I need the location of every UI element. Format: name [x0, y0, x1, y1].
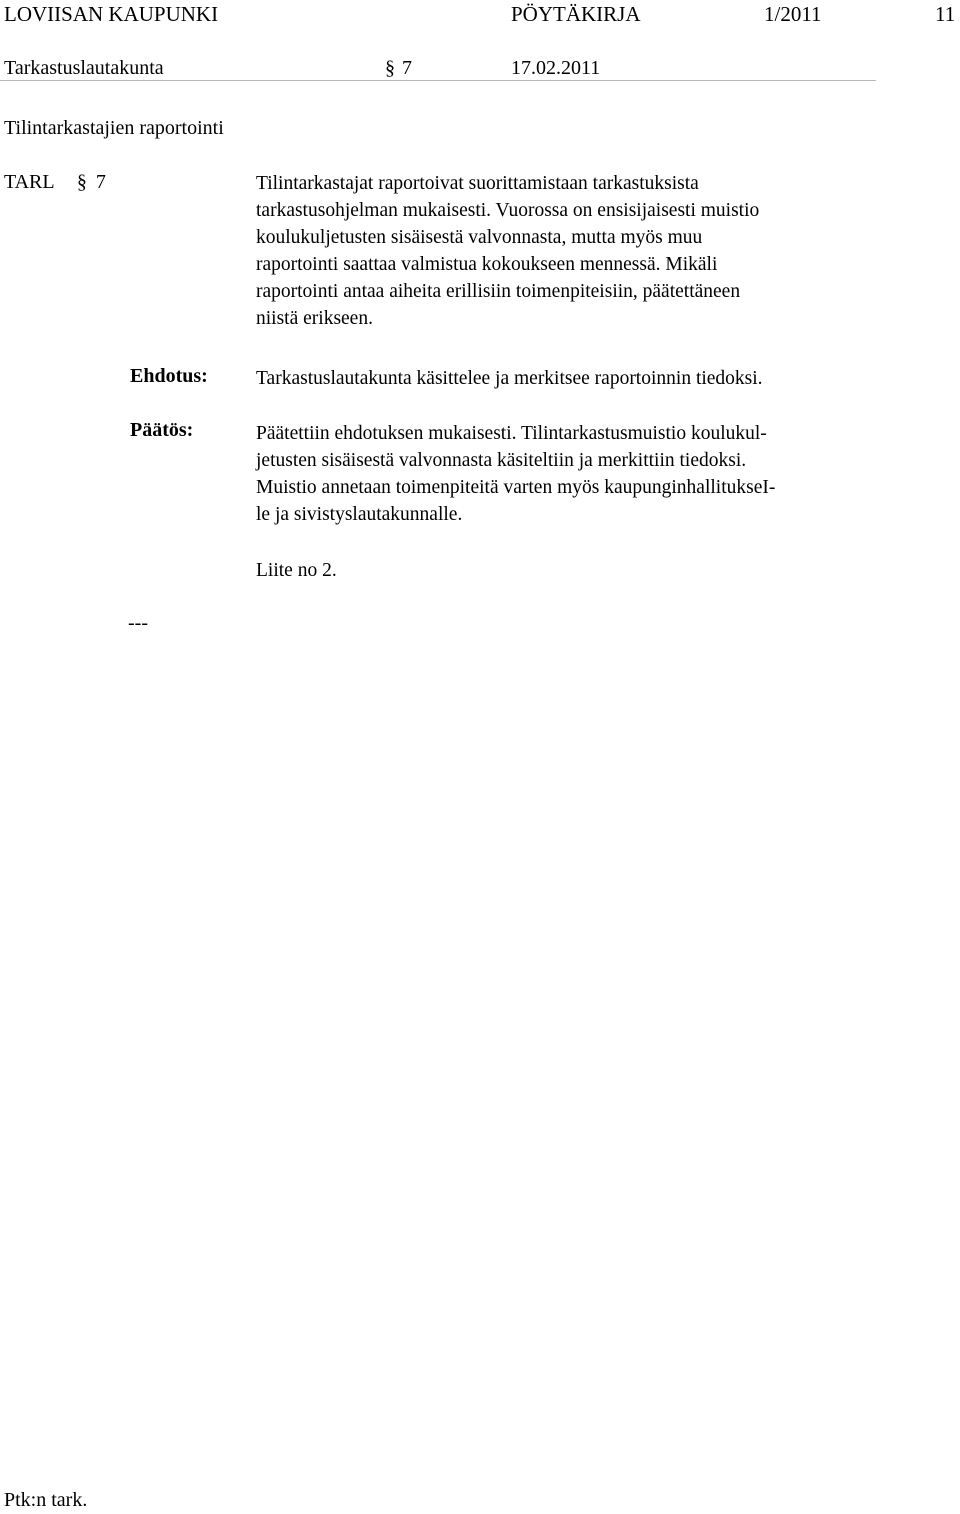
- section-title: Tilintarkastajien raportointi: [4, 117, 224, 139]
- proposal-text: Tarkastuslautakunta käsittelee ja merkitsee raportoinnin tiedoksi.: [256, 368, 763, 389]
- item-symbol: §: [76, 171, 87, 193]
- item-reference: [4, 171, 106, 194]
- page-number: 11: [935, 2, 956, 26]
- description-line: tarkastusohjelman mukaisesti. Vuorossa on ensisijaisesti muistio: [256, 200, 760, 221]
- decision-line: le ja sivistyslautakunnalle.: [256, 504, 463, 525]
- issue-number: 1/2011: [764, 2, 822, 26]
- committee-name: Tarkastuslautakunta: [4, 57, 164, 79]
- organization-name: LOVIISAN KAUPUNKI: [4, 2, 219, 26]
- proposal-label: Ehdotus:: [130, 365, 208, 387]
- section-symbol: §: [385, 57, 395, 79]
- item-code: TARL: [4, 171, 54, 193]
- description-line: niistä erikseen.: [256, 308, 373, 329]
- decision-paragraph: [256, 420, 876, 528]
- decision-line: Muistio annetaan toimenpiteitä varten myös kaupunginhallitukseI-: [256, 477, 776, 498]
- decision-line: Päätettiin ehdotuksen mukaisesti. Tilintarkastusmuistio koulukul-: [256, 423, 767, 444]
- decision-line: jetusten sisäisestä valvonnasta käsiteltiin ja merkittiin tiedoksi.: [256, 450, 747, 471]
- description-line: raportointi antaa aiheita erillisiin toimenpiteisiin, päätettäneen: [256, 281, 741, 302]
- description-line: Tilintarkastajat raportoivat suorittamistaan tarkastuksista: [256, 173, 699, 194]
- description-paragraph: [256, 170, 876, 332]
- section-number: 7: [402, 57, 412, 79]
- meeting-date: 17.02.2011: [511, 57, 601, 79]
- item-number: 7: [95, 171, 106, 193]
- description-line: raportointi saattaa valmistua kokoukseen mennessä. Mikäli: [256, 254, 718, 275]
- decision-label: Päätös:: [130, 419, 194, 441]
- header-rule: [0, 80, 876, 81]
- attachment-reference: Liite no 2.: [256, 560, 337, 581]
- end-separator: ---: [128, 612, 148, 634]
- minutes-checker-footer: Ptk:n tark.: [4, 1489, 88, 1511]
- description-line: koulukuljetusten sisäisestä valvonnasta, mutta myös muu: [256, 227, 703, 248]
- document-type: PÖYTÄKIRJA: [511, 2, 641, 26]
